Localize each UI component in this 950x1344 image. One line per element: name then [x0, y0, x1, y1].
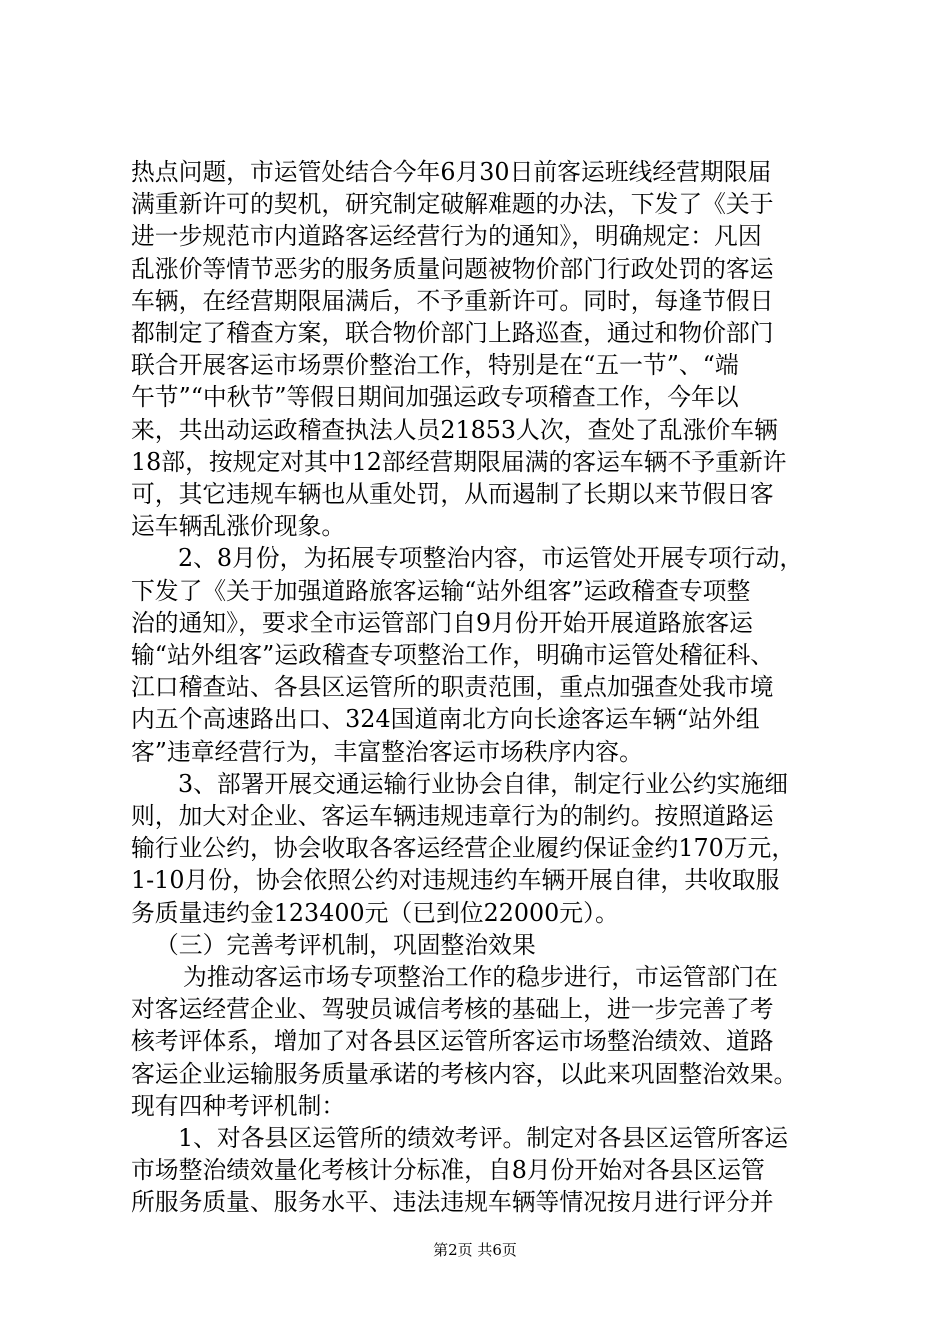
page-footer: 第2页 共6页	[433, 1241, 517, 1259]
text-line: 市场整治绩效量化考核计分标准，自8月份开始对各县区运管	[131, 1156, 765, 1185]
text-line: 输行业公约，协会收取各客运经营企业履约保证金约170万元，	[131, 834, 796, 863]
text-line: 对客运经营企业、驾驶员诚信考核的基础上，进一步完善了考	[131, 995, 774, 1024]
text-line: 江口稽查站、各县区运管所的职责范围，重点加强查处我市境	[131, 673, 774, 702]
text-line: 午节”“中秋节”等假日期间加强运政专项稽查工作，今年以	[131, 383, 739, 412]
text-line: 乱涨价等情节恶劣的服务质量问题被物价部门行政处罚的客运	[131, 254, 774, 283]
text-line: 所服务质量、服务水平、违法违规车辆等情况按月进行评分并	[131, 1188, 774, 1217]
text-line: 则，加大对企业、客运车辆违规违章行为的制约。按照道路运	[131, 802, 774, 830]
text-line: 来，共出动运政稽查执法人员21853人次，查处了乱涨价车辆	[131, 415, 778, 444]
text-line: 18部，按规定对其中12部经营期限届满的客运车辆不予重新许	[131, 447, 787, 476]
text-line: 都制定了稽查方案，联合物价部门上路巡查，通过和物价部门	[131, 319, 774, 347]
paragraph-start-line: 3、部署开展交通运输行业协会自律，制定行业公约实施细	[178, 769, 789, 798]
text-line: 治的通知》，要求全市运管部门自9月份开始开展道路旅客运	[131, 608, 753, 637]
text-line: 热点问题，市运管处结合今年6月30日前客运班线经营期限届	[131, 158, 772, 186]
text-line: 现有四种考评机制：	[131, 1091, 346, 1120]
paragraph-start-line: 为推动客运市场专项整治工作的稳步进行，市运管部门在	[183, 963, 778, 991]
text-line: 输“站外组客”运政稽查专项整治工作，明确市运管处稽征科、	[131, 641, 775, 669]
text-line: 进一步规范市内道路客运经营行为的通知》，明确规定：凡因	[131, 222, 762, 251]
paragraph-start-line: 2、8月份，为拓展专项整治内容，市运管处开展专项行动，	[178, 544, 804, 573]
text-line: 客运企业运输服务质量承诺的考核内容，以此来巩固整治效果。	[131, 1059, 798, 1088]
text-line: 客”违章经营行为，丰富整治客运市场秩序内容。	[131, 737, 643, 766]
text-line: 联合开展客运市场票价整治工作，特别是在“五一节”、“端	[131, 351, 739, 380]
section-heading: （三）完善考评机制，巩固整治效果	[155, 930, 536, 959]
text-line: 满重新许可的契机，研究制定破解难题的办法，下发了《关于	[131, 190, 774, 219]
text-line: 可，其它违规车辆也从重处罚，从而遏制了长期以来节假日客	[131, 480, 774, 508]
text-line: 务质量违约金123400元（已到位22000元）。	[131, 898, 619, 927]
paragraph-start-line: 1、对各县区运管所的绩效考评。制定对各县区运管所客运	[178, 1124, 789, 1152]
text-line: 运车辆乱涨价现象。	[131, 512, 346, 541]
text-line: 内五个高速路出口、324国道南北方向长途客运车辆“站外组	[131, 705, 760, 734]
text-line: 车辆，在经营期限届满后，不予重新许可。同时，每逢节假日	[131, 286, 774, 315]
text-line: 1-10月份，协会依照公约对违规违约车辆开展自律，共收取服	[131, 866, 780, 895]
text-line: 下发了《关于加强道路旅客运输“站外组客”运政稽查专项整	[131, 576, 751, 605]
text-line: 核考评体系，增加了对各县区运管所客运市场整治绩效、道路	[131, 1027, 774, 1056]
